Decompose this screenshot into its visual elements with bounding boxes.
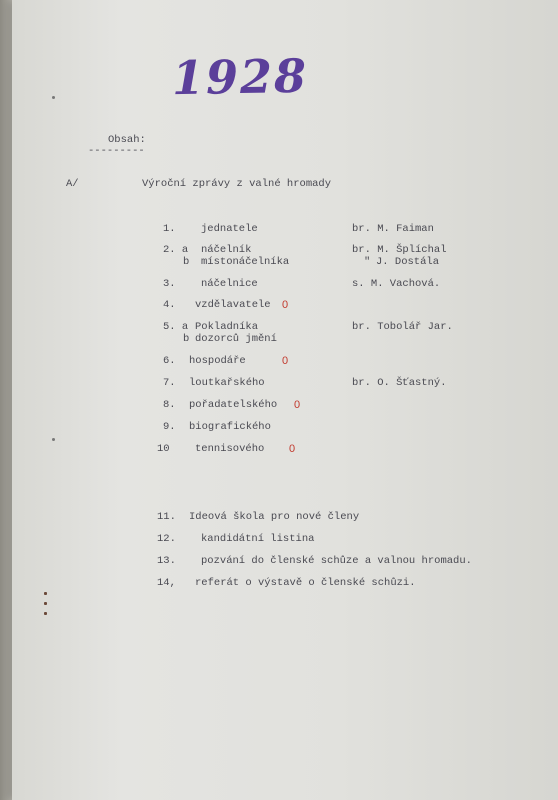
heading-underline: --------- [88,145,145,157]
binding-mark [44,612,47,615]
contents-heading: Obsah: [108,134,146,146]
punch-mark [52,96,55,99]
ditto-mark: " [364,256,371,268]
section-marker: A/ [66,178,79,190]
item-label: náčelnice [201,278,258,290]
item-number: 13. [157,555,176,567]
item-person: br. O. Šťastný. [352,377,447,389]
binding-mark [44,602,47,605]
item-number: 14, [157,577,176,589]
year-stamp: 1928 [171,48,309,106]
red-zero-mark: 0 [289,443,296,455]
item-subnumber: b [183,333,190,345]
item-number: 9. [163,421,176,433]
item-label: vzdělavatele [195,299,271,311]
red-zero-mark: 0 [282,299,289,311]
item-label: náčelník [201,244,252,256]
item-sublabel: dozorců jmění [195,333,277,345]
item-label: pořadatelského [189,399,278,411]
item-number: 2. a [163,244,189,256]
item-person: br. Tobolář Jar. [352,321,453,333]
item-sublabel: místonáčelníka [201,256,290,268]
item-label: jednatele [201,223,258,235]
item-number: 7. [163,377,176,389]
page-edge-shadow [0,0,12,800]
item-number: 8. [163,399,176,411]
item-label: Pokladníka [195,321,259,333]
item-number: 12. [157,533,176,545]
binding-mark [44,592,47,595]
item-person: s. M. Vachová. [352,278,441,290]
item-number: 3. [163,278,176,290]
item-label: referát o výstavě o členské schůzi. [195,577,416,589]
item-number: 10 [157,443,170,455]
document-sheet [12,0,558,800]
item-label: loutkařského [189,377,265,389]
red-zero-mark: 0 [282,355,289,367]
item-number: 6. [163,355,176,367]
section-title: Výroční zprávy z valné hromady [142,178,332,190]
item-person: br. M. Šplíchal [352,244,447,256]
item-person-secondary: J. Dostála [376,256,440,268]
item-label: pozvání do členské schůze a valnou hromadu. [201,555,472,567]
item-person: br. M. Faiman [352,223,434,235]
red-zero-mark: 0 [294,399,301,411]
item-label: hospodáře [189,355,246,367]
item-label: tennisového [195,443,265,455]
punch-mark [52,438,55,441]
item-number: 5. a [163,321,189,333]
item-number: 1. [163,223,176,235]
item-label: kandidátní listina [201,533,315,545]
item-number: 11. [157,511,176,523]
item-subnumber: b [183,256,190,268]
binding-marks [44,592,47,622]
item-label: Ideová škola pro nové členy [189,511,360,523]
item-number: 4. [163,299,176,311]
item-label: biografického [189,421,271,433]
